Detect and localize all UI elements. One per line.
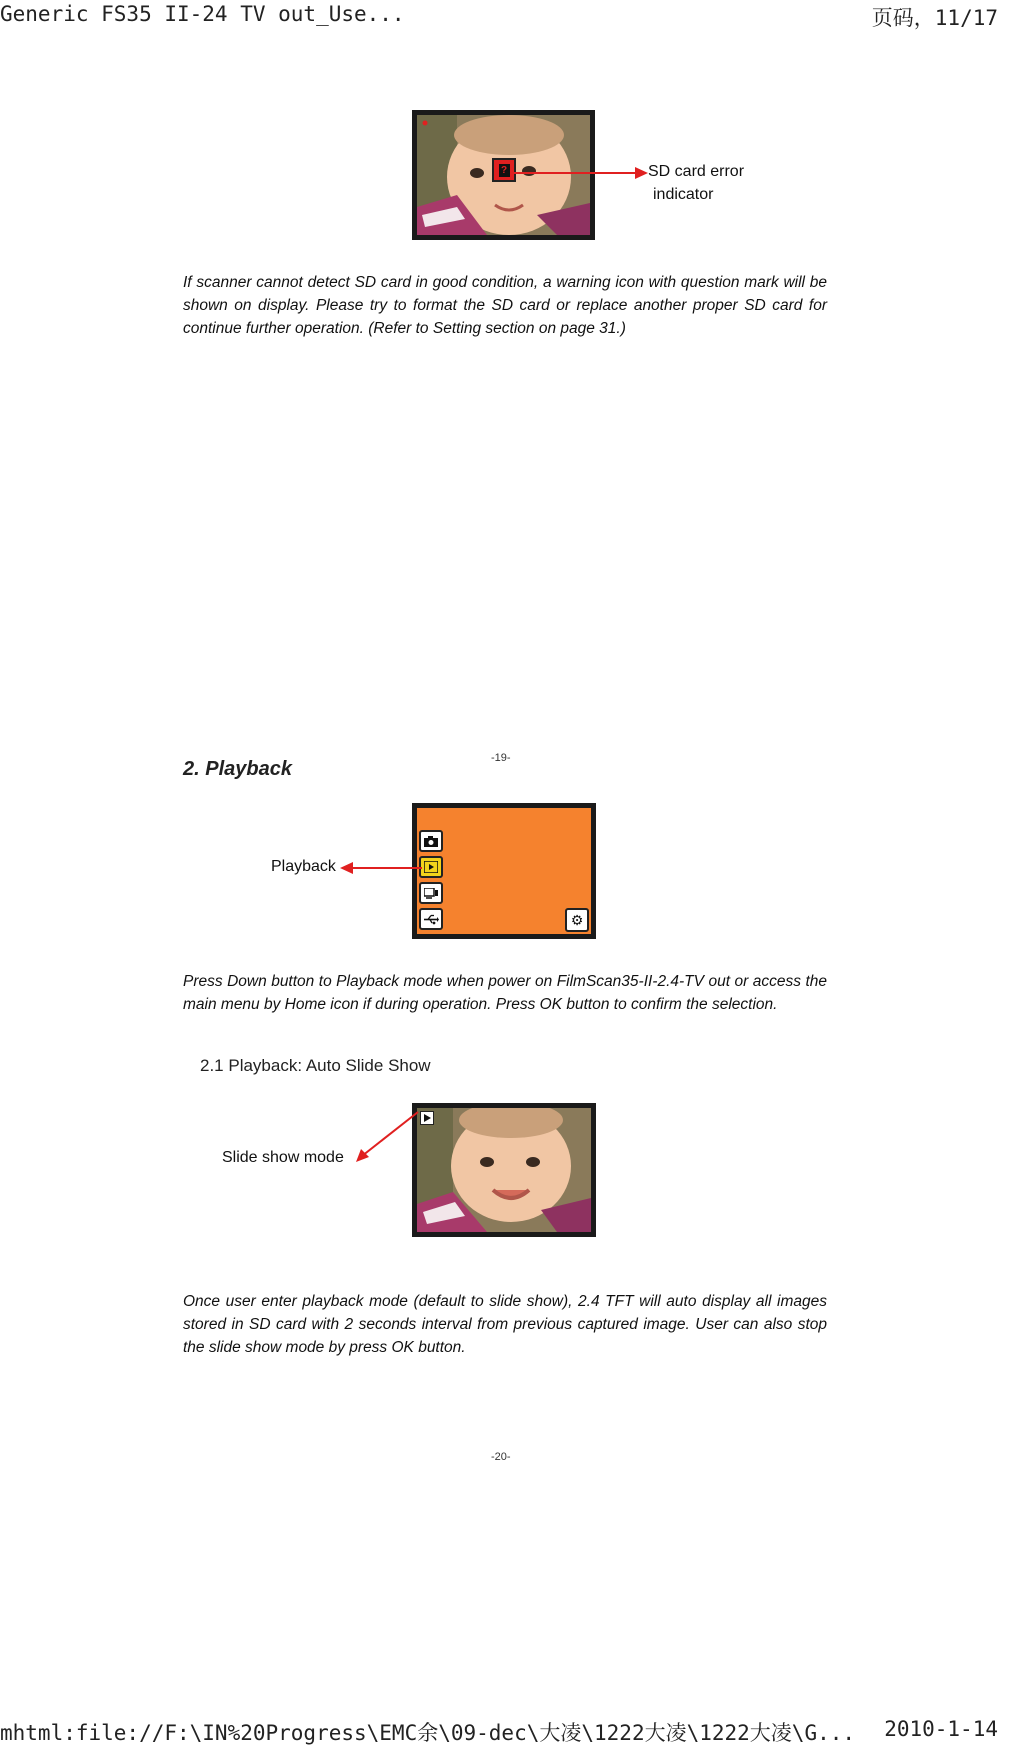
page-indicator: 页码，11/17 bbox=[871, 6, 998, 30]
playback-menu-screen bbox=[412, 803, 596, 939]
page-number-20: -20- bbox=[491, 1451, 511, 1463]
slideshow-screen bbox=[412, 1103, 596, 1237]
sd-error-callout-line2: indicator bbox=[653, 186, 714, 203]
slideshow-callout: Slide show mode bbox=[222, 1149, 344, 1166]
page-number-19: -19- bbox=[491, 752, 511, 764]
playback-paragraph: Press Down button to Playback mode when power on FilmScan35-II-2.4-TV out or access the main menu by Home icon if during operation. Press OK button to confirm the selection. bbox=[183, 973, 827, 1013]
slideshow-mode-icon bbox=[420, 1111, 434, 1125]
baby-photo-slideshow bbox=[417, 1108, 591, 1232]
slideshow-arrow bbox=[350, 1110, 420, 1170]
footer-path: mhtml:file://F:\IN%20Progress\EMC余\09-dec\大凌\1222大凌\1222大凌\G... bbox=[0, 1721, 856, 1745]
sd-error-arrow bbox=[510, 163, 650, 183]
sd-error-paragraph: If scanner cannot detect SD card in good condition, a warning icon with question mark will be shown on display. Please try to format the SD card or replace another proper SD card for continue further operation. (Refer to Setting section on page 31.) bbox=[183, 274, 827, 337]
playback-icon[interactable] bbox=[419, 856, 443, 878]
sd-error-callout-line1: SD card error bbox=[648, 163, 745, 180]
camera-icon bbox=[419, 830, 443, 852]
usb-icon bbox=[419, 908, 443, 930]
sd-card-error-icon: ? bbox=[492, 158, 516, 182]
playback-callout: Playback bbox=[271, 858, 336, 875]
slideshow-heading: 2.1 Playback: Auto Slide Show bbox=[200, 1056, 431, 1075]
document-title: Generic FS35 II-24 TV out_Use... bbox=[0, 2, 405, 26]
footer-date: 2010-1-14 bbox=[884, 1717, 998, 1741]
playback-arrow bbox=[340, 858, 422, 878]
slideshow-paragraph: Once user enter playback mode (default to slide show), 2.4 TFT will auto display all images stored in SD card with 2 seconds interval from previous captured image. User can also stop the slide show mode by press OK button. bbox=[183, 1293, 827, 1356]
settings-gear-icon: ⚙ bbox=[565, 908, 589, 932]
tv-out-icon bbox=[419, 882, 443, 904]
playback-heading: 2. Playback bbox=[183, 758, 292, 780]
